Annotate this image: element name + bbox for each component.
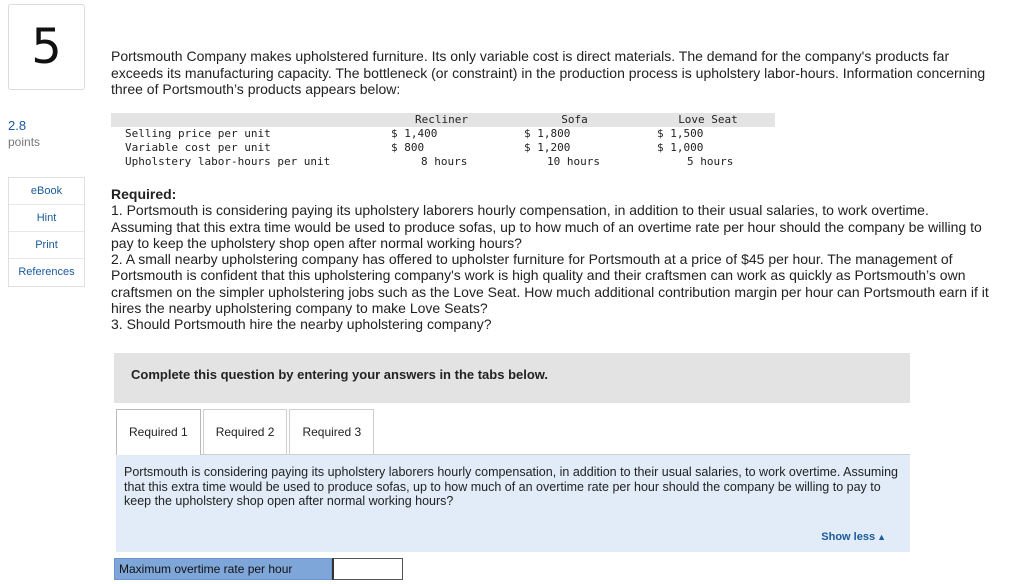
tab-required-3[interactable]: Required 3 [289, 409, 374, 454]
instructions-banner [114, 353, 910, 403]
table-row [111, 155, 775, 169]
table-cell: 10 hours [547, 155, 600, 168]
problem-intro: Portsmouth Company makes upholstered furniture. Its only variable cost is direct materials. The demand for the company's products far exceeds its manufacturing capacity. The bottleneck (or constraint) in the production process is upholstery labor-hours. Information concerning three of Portsmouth’s products appears below: [111, 48, 986, 97]
tab-required-2[interactable]: Required 2 [203, 409, 288, 454]
table-cell: $ 1,400 [391, 127, 438, 140]
points-value: 2.8 [8, 118, 27, 133]
banner-text: Complete this question by entering your answers in the tabs below. [131, 367, 549, 382]
overtime-rate-input[interactable] [332, 558, 403, 580]
show-less-button[interactable] [821, 530, 886, 545]
print-link[interactable]: Print [9, 232, 84, 259]
table-cell: $ 1,800 [524, 127, 571, 140]
tab-panel-required-1 [116, 454, 910, 552]
table-row [111, 141, 775, 155]
tab-required-1[interactable]: Required 1 [116, 409, 201, 455]
table-cell: $ 800 [391, 141, 425, 154]
points-label: points [8, 135, 41, 149]
answer-tabs [116, 409, 376, 455]
table-header-blank [111, 113, 375, 127]
header-recliner: Recliner [375, 113, 508, 127]
required-heading: Required: [111, 186, 177, 202]
table-row [111, 127, 775, 141]
table-cell: 5 hours [687, 155, 734, 168]
question-number-box [8, 4, 85, 90]
hint-link[interactable]: Hint [9, 205, 84, 232]
table-cell: 8 hours [421, 155, 468, 168]
ebook-link[interactable]: eBook [9, 178, 84, 205]
table-cell: $ 1,000 [657, 141, 704, 154]
resource-links [8, 177, 85, 287]
required-item-1: 1. Portsmouth is considering paying its upholstery laborers hourly compensation, in addition to their usual salaries, to work overtime. Assuming that this extra time would be used to produce sofas, up to how much of an overtime rate per hour should the company be willing to pay to keep the upholstery shop open after normal working hours? [111, 202, 982, 251]
answer-label: Maximum overtime rate per hour [114, 558, 332, 580]
table-cell: $ 1,200 [524, 141, 571, 154]
row-label: Variable cost per unit [125, 141, 271, 154]
required-item-3: 3. Should Portsmouth hire the nearby upholstering company? [111, 316, 492, 333]
table-header-row [111, 113, 775, 127]
header-love-seat: Love Seat [641, 113, 775, 127]
question-number: 5 [31, 19, 62, 75]
answer-row [114, 558, 403, 580]
show-less-label: Show less [821, 530, 876, 543]
references-link[interactable]: References [18, 266, 75, 278]
row-label: Upholstery labor-hours per unit [125, 155, 331, 168]
products-table [111, 113, 775, 169]
required-section [111, 186, 991, 333]
header-sofa: Sofa [508, 113, 641, 127]
required-item-2: 2. A small nearby upholstering company has offered to upholster furniture for Portsmouth at a price of $45 per hour. The management of Portsmouth is confident that this upholstering company's work is high quality and their craftsmen can work as quickly as Portsmouth’s own craftsmen on the simpler upholstering jobs such as the Love Seat. How much additional contribution margin per hour can Portsmouth earn if it hires the nearby upholstering company to make Love Seats? [111, 251, 989, 317]
row-label: Selling price per unit [125, 127, 271, 140]
table-cell: $ 1,500 [657, 127, 704, 140]
tab-panel-question: Portsmouth is considering paying its upholstery laborers hourly compensation, in addition to their usual salaries, to work overtime. Assuming that this extra time would be used to produce sofas, up to how much of an overtime rate per hour should the company be willing to pay to keep the upholstery shop open after normal working hours? [124, 465, 898, 508]
triangle-up-icon: ▲ [877, 531, 886, 542]
